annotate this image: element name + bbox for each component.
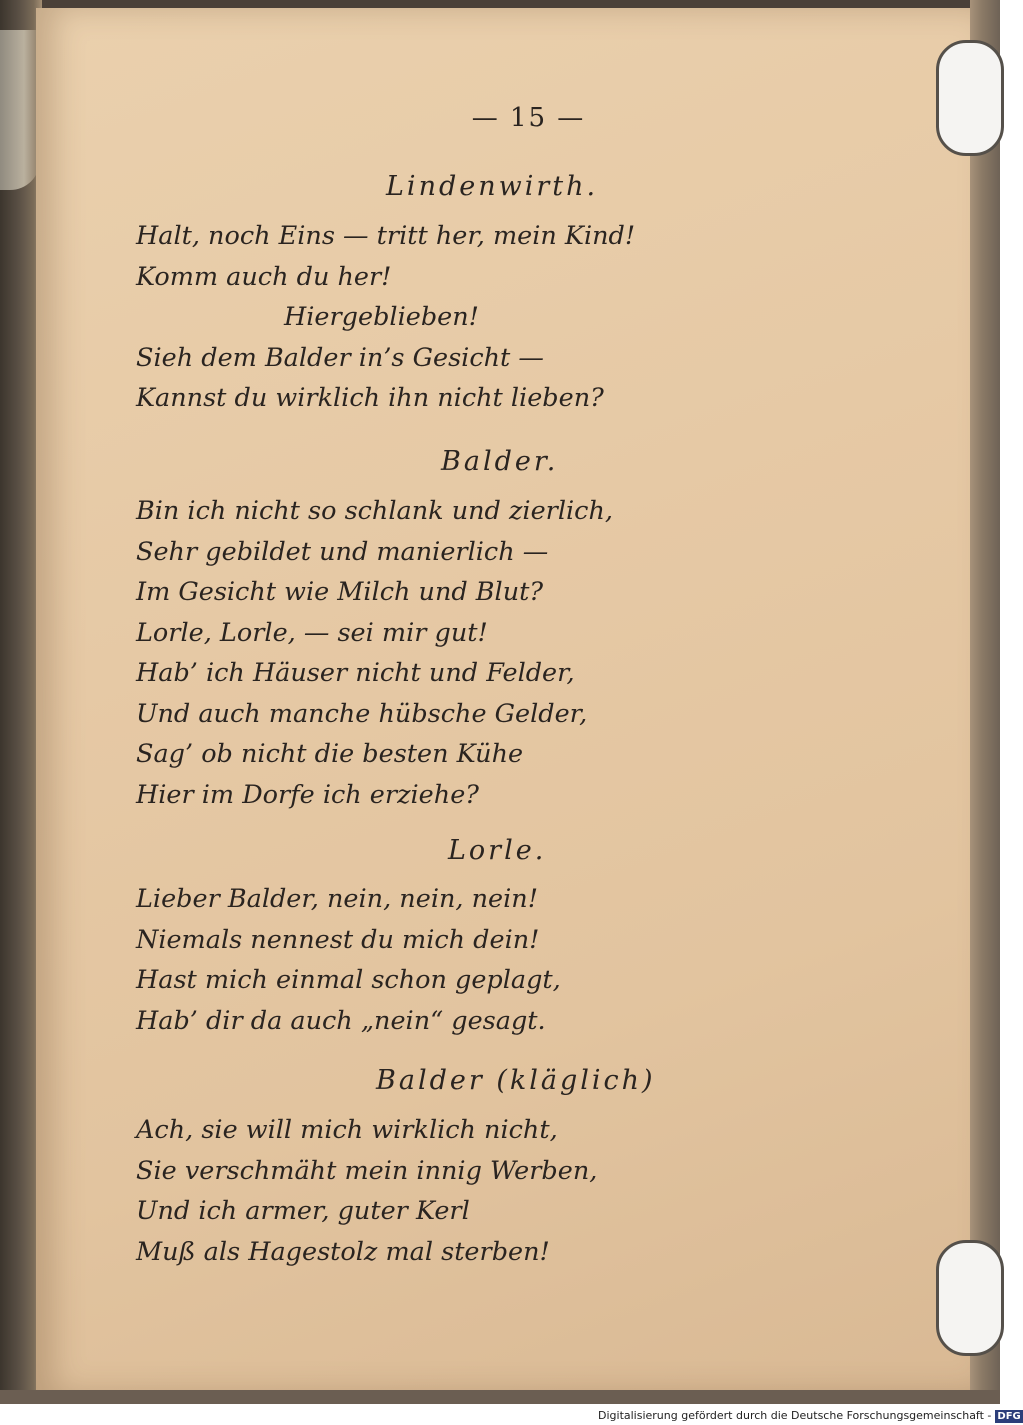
verse-line: Hier im Dorfe ich erziehe? bbox=[136, 779, 479, 810]
verse-line: Und auch manche hübsche Gelder, bbox=[136, 698, 588, 729]
speaker-lorle: Lorle. bbox=[448, 835, 547, 866]
verse-line: Hast mich einmal schon geplagt, bbox=[136, 965, 561, 995]
verse-line: Komm auch du her! bbox=[136, 261, 392, 292]
verse-line: Kannst du wirklich ihn nicht lieben? bbox=[136, 383, 604, 413]
verse-line: Lorle, Lorle, — sei mir gut! bbox=[136, 617, 488, 648]
speaker-balder-klaeglich: Balder (kläglich) bbox=[376, 1065, 656, 1096]
verse-line: Sag’ ob nicht die besten Kühe bbox=[136, 739, 524, 769]
digitization-credit bbox=[598, 1406, 1021, 1425]
scan-bottom-edge bbox=[0, 1390, 1000, 1404]
verse-line: Bin ich nicht so schlank und zierlich, bbox=[136, 496, 613, 526]
scan-right-edge bbox=[970, 0, 1000, 1400]
verse-line: Im Gesicht wie Milch und Blut? bbox=[136, 577, 544, 607]
page-clip-bottom bbox=[936, 1240, 1004, 1356]
speaker-lindenwirth: Lindenwirth. bbox=[386, 171, 599, 202]
page-clip-top bbox=[936, 40, 1004, 156]
dfg-logo: DFG bbox=[997, 1410, 1021, 1422]
verse-block-lorle bbox=[136, 879, 756, 1041]
verse-line: Ach, sie will mich wirklich nicht, bbox=[136, 1115, 558, 1145]
verse-line: Niemals nennest du mich dein! bbox=[136, 924, 540, 955]
verse-line: Sieh dem Balder in’s Gesicht — bbox=[136, 342, 544, 373]
verse-line: Sehr gebildet und manierlich — bbox=[136, 536, 549, 567]
verse-line: Und ich armer, guter Kerl bbox=[136, 1196, 470, 1226]
book-page bbox=[36, 8, 971, 1393]
speaker-balder: Balder. bbox=[441, 446, 559, 477]
verse-line: Hiergeblieben! bbox=[284, 302, 479, 332]
verse-block-lindenwirth bbox=[136, 216, 756, 419]
verse-line: Halt, noch Eins — tritt her, mein Kind! bbox=[136, 221, 636, 251]
page-curl bbox=[0, 30, 40, 190]
verse-line: Hab’ ich Häuser nicht und Felder, bbox=[136, 658, 575, 688]
verse-line: Lieber Balder, nein, nein, nein! bbox=[136, 884, 538, 914]
verse-block-balder bbox=[136, 491, 756, 815]
verse-block-balder-klaeglich bbox=[136, 1110, 756, 1272]
credit-text: Digitalisierung gefördert durch die Deutsche Forschungsgemeinschaft - bbox=[598, 1409, 992, 1422]
page-number: — 15 — bbox=[471, 103, 586, 133]
verse-line: Sie verschmäht mein innig Werben, bbox=[136, 1155, 598, 1186]
verse-line: Muß als Hagestolz mal sterben! bbox=[136, 1236, 550, 1267]
verse-line: Hab’ dir da auch „nein“ gesagt. bbox=[136, 1005, 546, 1036]
